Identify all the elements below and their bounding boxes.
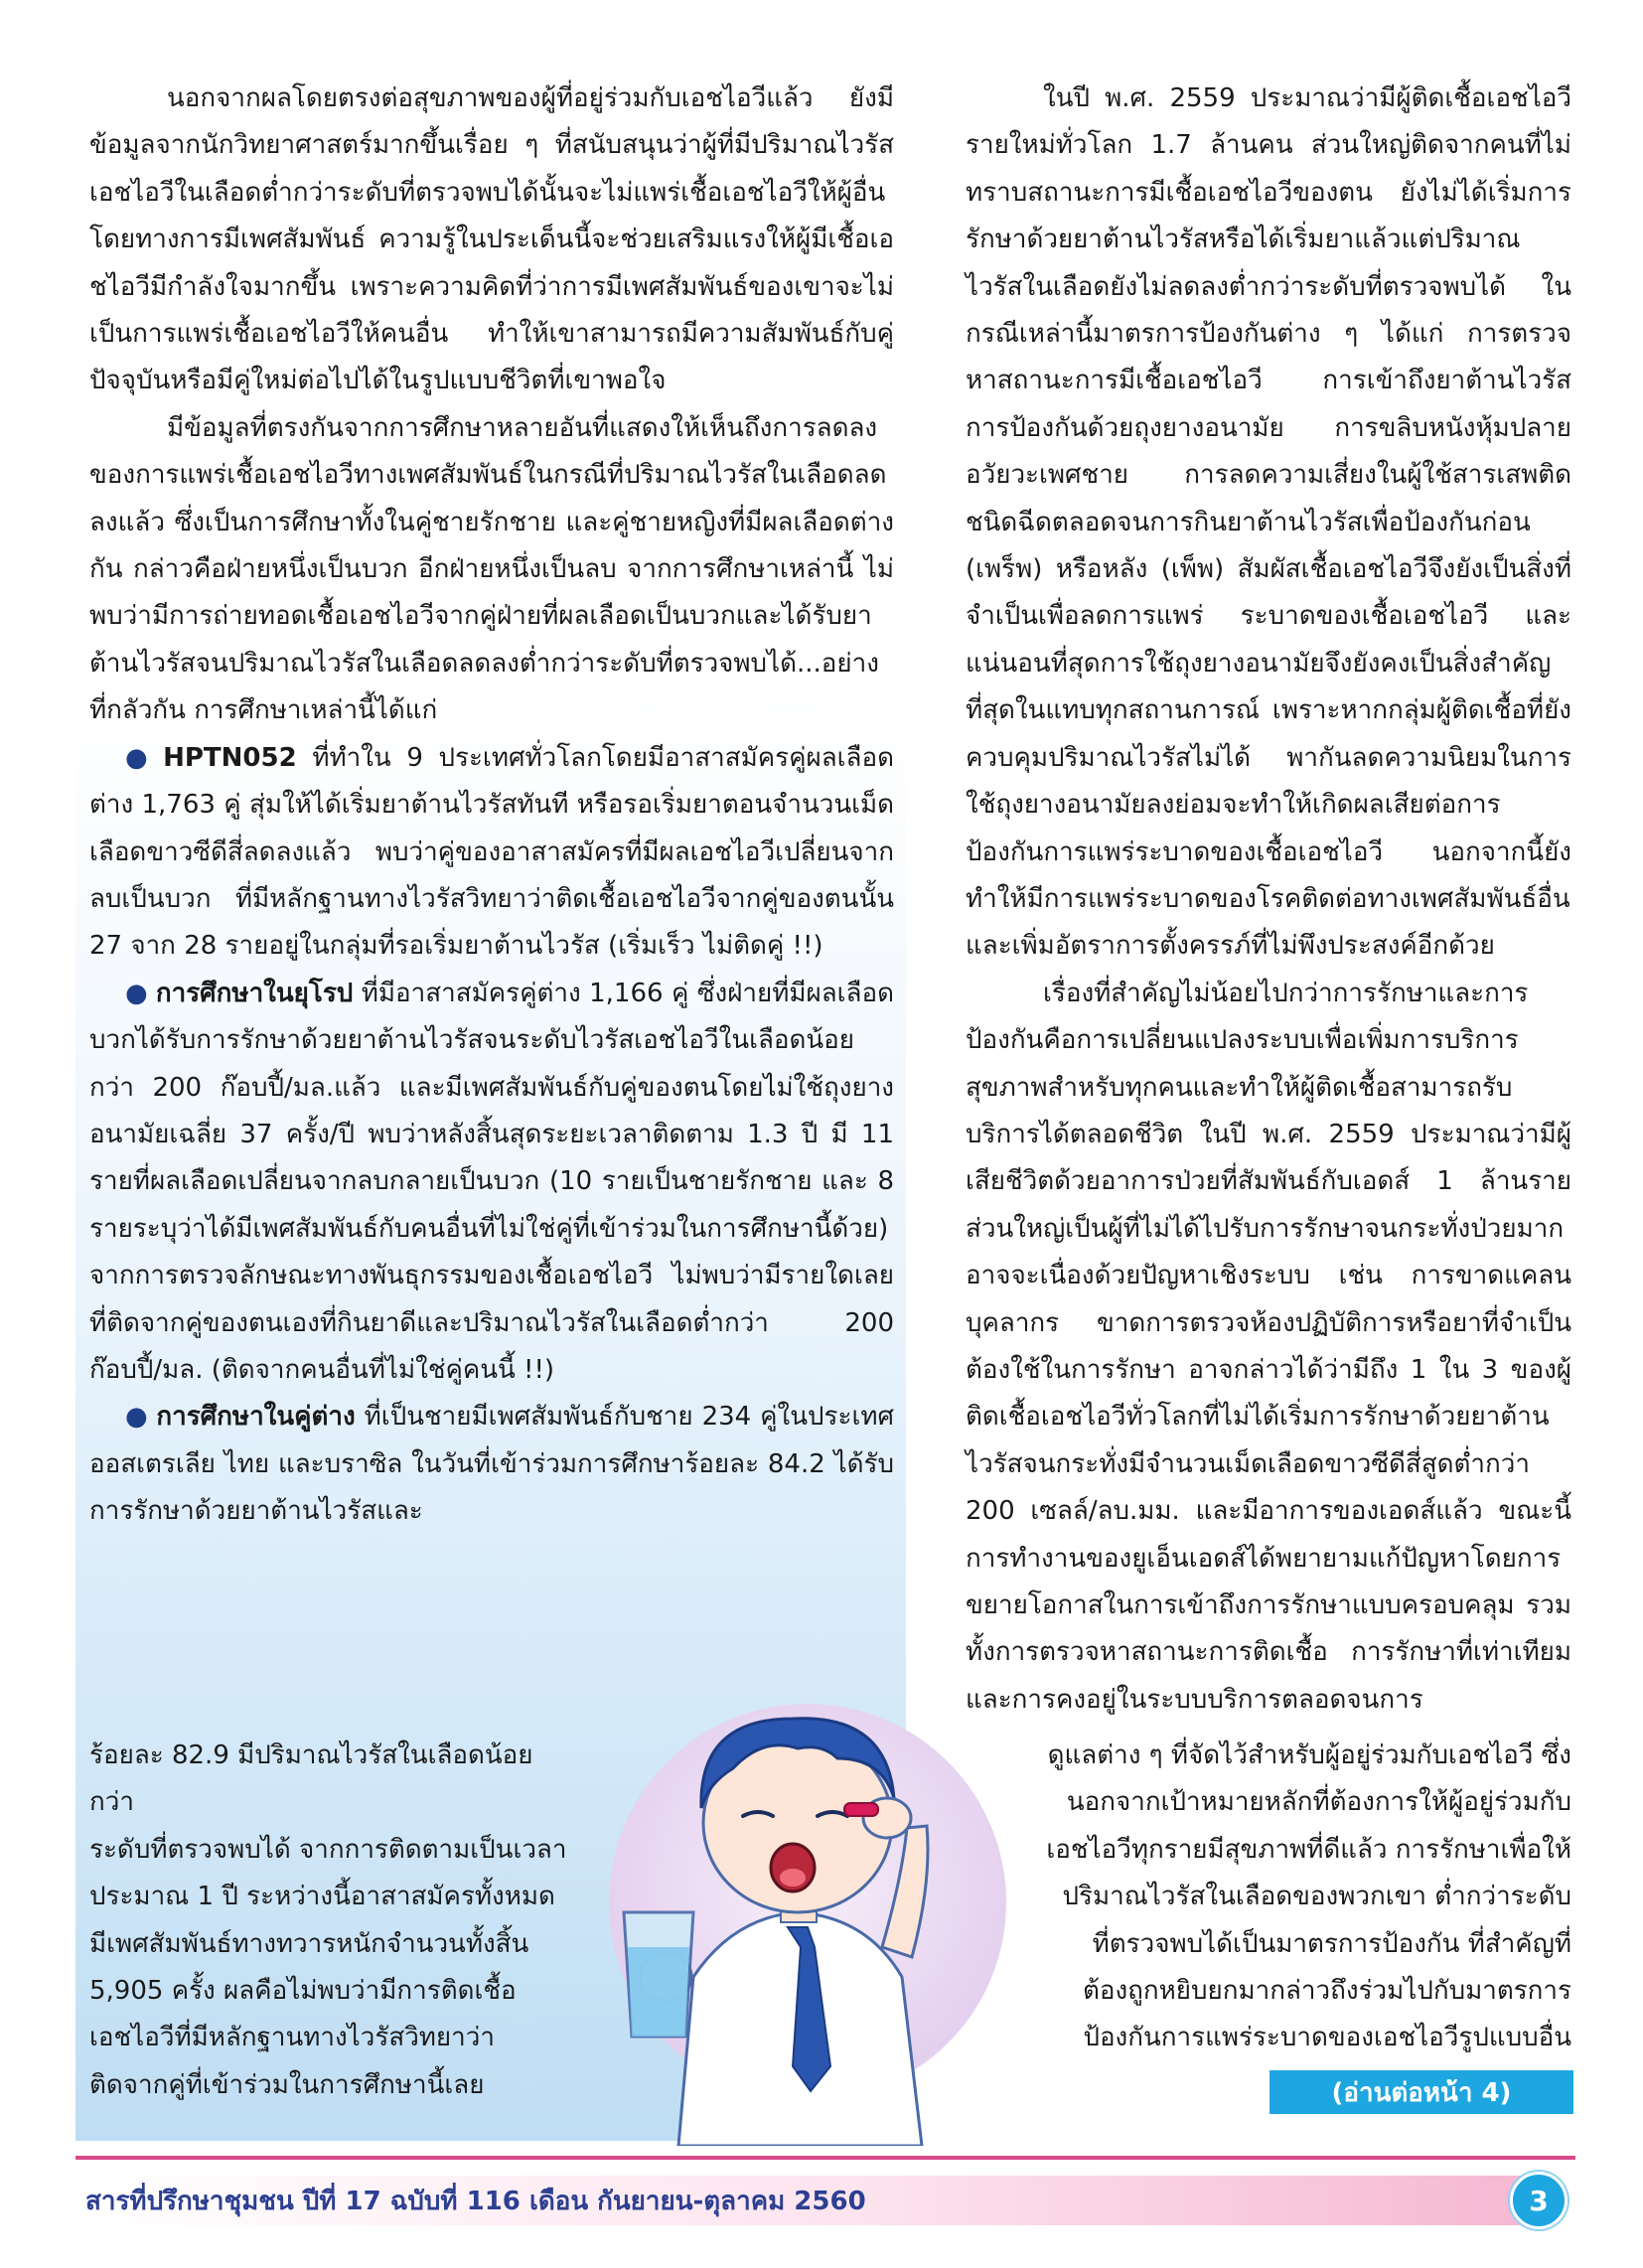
water [628,1947,689,2037]
tail-line: ต้องถูกหยิบยกมากล่าวถึงร่วมไปกับมาตรการ [1082,1976,1571,2007]
bullet-text: ที่เป็นชายมีเพศสัมพันธ์กับชาย 234 คู่ในประเทศออสเตรเลีย ไทย และบราซิล ในวันที่เข้าร่วมการศึกษาร้อยละ 84.2 ได้รับการรักษาด้วยยาต้านไวรัสและ [89,1402,894,1527]
tail-line: เอชไอวีทุกรายมีสุขภาพที่ดีแล้ว การรักษาเพื่อให้ [1046,1834,1571,1865]
footer-divider [75,2156,1575,2160]
right-paragraph-2: เรื่องที่สำคัญไม่น้อยไปกว่าการรักษาและการป้องกันคือการเปลี่ยนแปลงระบบเพื่อเพิ่มการบริการสุขภาพสำหรับทุกคนและทำให้ผู้ติดเชื้อสามารถรับบริการได้ตลอดชีวิต ในปี พ.ศ. 2559 ประมาณว่ามีผู้เสียชีวิตด้วยอาการป่วยที่สัมพันธ์กับเอดส์ 1 ล้านรายส่วนใหญ่เป็นผู้ที่ไม่ได้ไปรับการรักษาจนกระทั่งป่วยมาก อาจจะเนื่องด้วยปัญหาเชิงระบบ เช่น การขาดแคลนบุคลากร ขาดการตรวจห้องปฏิบัติการหรือยาที่จำเป็นต้องใช้ในการรักษา อาจกล่าวได้ว่ามีถึง 1 ใน 3 ของผู้ติดเชื้อเอชไอวีทั่วโลกที่ไม่ได้เริ่มการรักษาด้วยยาต้านไวรัสจนกระทั่งมีจำนวนเม็ดเลือดขาวซีดีสี่สูดต่ำกว่า 200 เซลล์/ลบ.มม. และมีอาการของเอดส์แล้ว ขณะนี้การทำงานของยูเอ็นเอดส์ได้พยายามแก้ปัญหาโดยการขยายโอกาสในการเข้าถึงการรักษาแบบครอบคลุม รวมทั้งการตรวจหาสถานะการติดเชื้อ การรักษาที่เท่าเทียมและการคงอยู่ในระบบบริการตลอดจนการ [966,978,1571,1715]
tail-line: นอกจากเป้าหมายหลักที่ต้องการให้ผู้อยู่ร่วมกับ [1066,1787,1571,1818]
bullet-icon: ● [125,742,156,773]
right-column [966,76,1571,1724]
tail-line: ป้องกันการแพร่ระบาดของเอชไอวีรูปแบบอื่น [1083,2023,1571,2053]
man-taking-pill-illustration [584,1649,1011,2146]
tail-line: ที่ตรวจพบได้เป็นมาตรการป้องกัน ที่สำคัญที่ [1092,1928,1571,1959]
narrow-line: 5,905 ครั้ง ผลคือไม่พบว่ามีการติดเชื้อ [89,1976,517,2007]
narrow-line: ติดจากคู่ที่เข้าร่วมในการศึกษานี้เลย [89,2069,485,2100]
pill [844,1803,878,1816]
right-paragraph-1: ในปี พ.ศ. 2559 ประมาณว่ามีผู้ติดเชื้อเอชไอวีรายใหม่ทั่วโลก 1.7 ล้านคน ส่วนใหญ่ติดจากคนที่ไม่ทราบสถานะการมีเชื้อเอชไอวีของตน ยังไม่ได้เริ่มการรักษาด้วยยาต้านไวรัสหรือได้เริ่มยาแล้วแต่ปริมาณไวรัสในเลือดยังไม่ลดลงต่ำกว่าระดับที่ตรวจพบได้ ในกรณีเหล่านี้มาตรการป้องกันต่าง ๆ ได้แก่ การตรวจหาสถานะการมีเชื้อเอชไอวี การเข้าถึงยาต้านไวรัส การป้องกันด้วยถุงยางอนามัย การขลิบหนังหุ้มปลายอวัยวะเพศชาย การลดความเสี่ยงในผู้ใช้สารเสพติดชนิดฉีดตลอดจนการกินยาต้านไวรัสเพื่อป้องกันก่อน (เพร็พ) หรือหลัง (เพ็พ) สัมผัสเชื้อเอชไอวีจึงยังเป็นสิ่งที่จำเป็นเพื่อลดการแพร่ ระบาดของเชื้อเอชไอวี และแน่นอนที่สุดการใช้ถุงยางอนามัยจึงยังคงเป็นสิ่งสำคัญที่สุดในแทบทุกสถานการณ์ เพราะหากกลุ่มผู้ติดเชื้อที่ยังควบคุมปริมาณไวรัสไม่ได้ พากันลดความนิยมในการใช้ถุงยางอนามัยลงย่อมจะทำให้เกิดผลเสียต่อการป้องกันการแพร่ระบาดของเชื้อเอชไอวี นอกจากนี้ยังทำให้มีการแพร่ระบาดของโรคติดต่อทางเพศสัมพันธ์อื่นและเพิ่มอัตราการตั้งครรภ์ที่ไม่พึงประสงค์อีกด้วย [966,83,1571,962]
bullet-icon: ● [125,978,148,1008]
narrow-line: มีเพศสัมพันธ์ทางทวารหนักจำนวนทั้งสิ้น [89,1928,529,1959]
narrow-line: ประมาณ 1 ปี ระหว่างนี้อาสาสมัครทั้งหมด [89,1882,555,1912]
footer-publication-info: สารที่ปรึกษาชุมชน ปีที่ 17 ฉบับที่ 116 เดือน กันยายน-ตุลาคม 2560 [85,2187,866,2216]
tail-line: ดูแลต่าง ๆ ที่จัดไว้สำหรับผู้อยู่ร่วมกับเอชไอวี ซึ่ง [1047,1740,1571,1770]
page-number-badge: 3 [1510,2172,1568,2229]
bullet-text: ที่ทำใน 9 ประเทศทั่วโลกโดยมีอาสาสมัครคู่ผลเลือดต่าง 1,763 คู่ สุ่มให้ได้เริ่มยาต้านไวรัสทันที หรือรอเริ่มยาตอนจำนวนเม็ดเลือดขาวซีดีสี่ลดลงแล้ว พบว่าคู่ของอาสาสมัครที่มีผลเอชไอวีเปลี่ยนจากลบเป็นบวก ที่มีหลักฐานทางไวรัสวิทยาว่าติดเชื้อเอชไอวีจากคู่ของตนนั้น 27 จาก 28 รายอยู่ในกลุ่มที่รอเริ่มยาต้านไวรัส (เริ่มเร็ว ไม่ติดคู่ !!) [89,742,894,962]
bullet-icon: ● [125,1402,149,1433]
continue-reading-label: (อ่านต่อหน้า 4) [1270,2070,1573,2114]
left-column [89,76,894,1536]
bullet-text: ที่มีอาสาสมัครคู่ต่าง 1,166 คู่ ซึ่งฝ่ายที่มีผลเลือดบวกได้รับการรักษาด้วยยาต้านไวรัสจนระดับไวรัสเอชไอวีในเลือดน้อยกว่า 200 ก๊อบปี้/มล.แล้ว และมีเพศสัมพันธ์กับคู่ของตนโดยไม่ใช้ถุงยางอนามัยเฉลี่ย 37 ครั้ง/ปี พบว่าหลังสิ้นสุดระยะเวลาติดตาม 1.3 ปี มี 11 รายที่ผลเลือดเปลี่ยนจากลบกลายเป็นบวก (10 รายเป็นชายรักชาย และ 8 รายระบุว่าได้มีเพศสัมพันธ์กับคนอื่นที่ไม่ใช่คู่ที่เข้าร่วมในการศึกษานี้ด้วย) จากการตรวจลักษณะทางพันธุกรรมของเชื้อเอชไอวี ไม่พบว่ามีรายใดเลยที่ติดจากคู่ของตนเองที่กินยาดีและปริมาณไวรัสในเลือดต่ำกว่า 200 ก๊อบปี้/มล. (ติดจากคนอื่นที่ไม่ใช่คู่คนนี้ !!) [89,978,894,1385]
tongue [780,1869,806,1887]
narrow-line: เอชไอวีที่มีหลักฐานทางไวรัสวิทยาว่า [89,2023,495,2053]
bullet-serodiscordant-study [89,1394,894,1535]
left-narrow-text [89,1733,576,2109]
tail-line: ปริมาณไวรัสในเลือดของพวกเขา ต่ำกว่าระดับ [1062,1882,1571,1912]
left-paragraph-1: นอกจากผลโดยตรงต่อสุขภาพของผู้ที่อยู่ร่วมกับเอชไอวีแล้ว ยังมีข้อมูลจากนักวิทยาศาสตร์มากขึ้นเรื่อย ๆ ที่สนับสนุนว่าผู้ที่มีปริมาณไวรัสเอชไอวีในเลือดต่ำกว่าระดับที่ตรวจพบได้นั้นจะไม่แพร่เชื้อเอชไอวีให้ผู้อื่นโดยทางการมีเพศสัมพันธ์ ความรู้ในประเด็นนี้จะช่วยเสริมแรงให้ผู้มีเชื้อเอชไอวีมีกำลังใจมากขึ้น เพราะความคิดที่ว่าการมีเพศสัมพันธ์ของเขาจะไม่เป็นการแพร่เชื้อเอชไอวีให้คนอื่น ทำให้เขาสามารถมีความสัมพันธ์กับคู่ปัจจุบันหรือมีคู่ใหม่ต่อไปได้ในรูปแบบชีวิตที่เขาพอใจ [89,83,894,396]
bullet-title: HPTN052 [163,742,297,773]
bullet-hptn052 [89,735,894,971]
left-paragraph-2: มีข้อมูลที่ตรงกันจากการศึกษาหลายอันที่แสดงให้เห็นถึงการลดลงของการแพร่เชื้อเอชไอวีทางเพศสัมพันธ์ในกรณีที่ปริมาณไวรัสในเลือดลดลงแล้ว ซึ่งเป็นการศึกษาทั้งในคู่ชายรักชาย และคู่ชายหญิงที่มีผลเลือดต่างกัน กล่าวคือฝ่ายหนึ่งเป็นบวก อีกฝ่ายหนึ่งเป็นลบ จากการศึกษาเหล่านี้ ไม่พบว่ามีการถ่ายทอดเชื้อเอชไอวีจากคู่ฝ่ายที่ผลเลือดเป็นบวกและได้รับยาต้านไวรัสจนปริมาณไวรัสในเลือดลดลงต่ำกว่าระดับที่ตรวจพบได้...อย่างที่กลัวกัน การศึกษาเหล่านี้ได้แก่ [89,412,894,726]
narrow-line: ระดับที่ตรวจพบได้ จากการติดตามเป็นเวลา [89,1834,567,1865]
bullet-title: การศึกษาในคู่ต่าง [156,1402,356,1433]
bullet-title: การศึกษาในยุโรป [155,978,354,1008]
narrow-line: ร้อยละ 82.9 มีปริมาณไวรัสในเลือดน้อยกว่า [89,1740,533,1818]
bullet-europe-study [89,971,894,1395]
